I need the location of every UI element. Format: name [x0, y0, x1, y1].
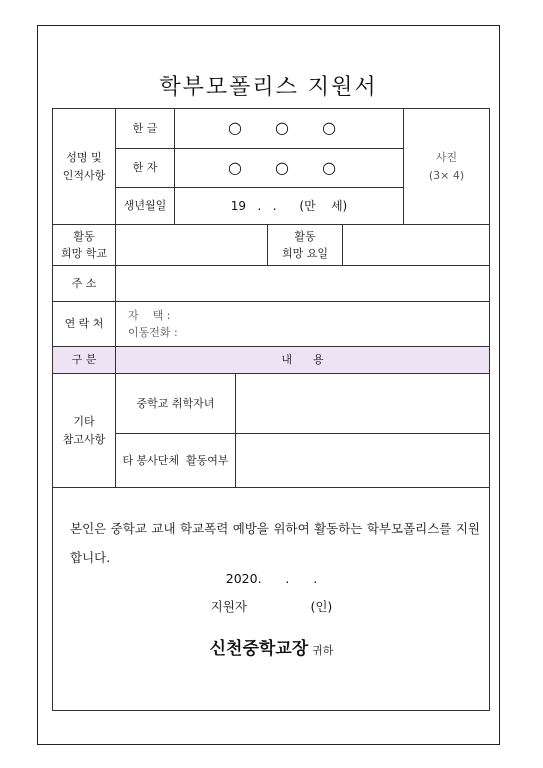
home-phone-label: 자 택 :: [128, 308, 171, 322]
hangul-label: 한 글: [115, 108, 175, 149]
birth-label: 생년월일: [115, 187, 175, 225]
misc-volunteer-field[interactable]: [235, 433, 490, 488]
misc-item-children: 중학교 취학자녀: [115, 373, 236, 434]
contact-label: 연 락 처: [52, 301, 116, 347]
hanja-name-field[interactable]: ○ ○ ○: [174, 148, 404, 188]
mobile-phone-label: 이동전화 :: [128, 326, 178, 339]
principal-line: [0, 634, 543, 659]
honorific: 귀하: [312, 644, 334, 657]
misc-item-volunteer: 타 봉사단체 활동여부: [115, 433, 236, 488]
misc-label: 기타 참고사항: [52, 373, 116, 488]
category-header: 구 분: [52, 346, 116, 374]
day-label: 활동 희망 요일: [267, 224, 343, 266]
school-field[interactable]: [115, 224, 268, 266]
name-group-label: 성명 및 인적사항: [52, 108, 116, 225]
photo-box[interactable]: 사진 (3× 4): [403, 108, 490, 225]
contact-field[interactable]: [115, 301, 490, 347]
birth-date-field[interactable]: 19 . . (만 세): [174, 187, 404, 225]
applicant-signature: 지원자 (인): [210, 599, 333, 614]
day-field[interactable]: [342, 224, 490, 266]
school-label: 활동 희망 학교: [52, 224, 116, 266]
address-field[interactable]: [115, 265, 490, 302]
hangul-name-field[interactable]: ○ ○ ○: [174, 108, 404, 149]
statement-text: 본인은 중학교 교내 학교폭력 예방을 위하여 활동하는 학부모폴리스를 지원합니다.: [70, 521, 480, 565]
principal-name: 신천중학교장: [209, 639, 309, 659]
content-header: 내 용: [115, 346, 490, 374]
address-label: 주 소: [52, 265, 116, 302]
hanja-label: 한 자: [115, 148, 175, 188]
form-title: 학부모폴리스 지원서: [159, 75, 378, 100]
misc-children-field[interactable]: [235, 373, 490, 434]
statement-date: 2020. . .: [225, 571, 318, 586]
